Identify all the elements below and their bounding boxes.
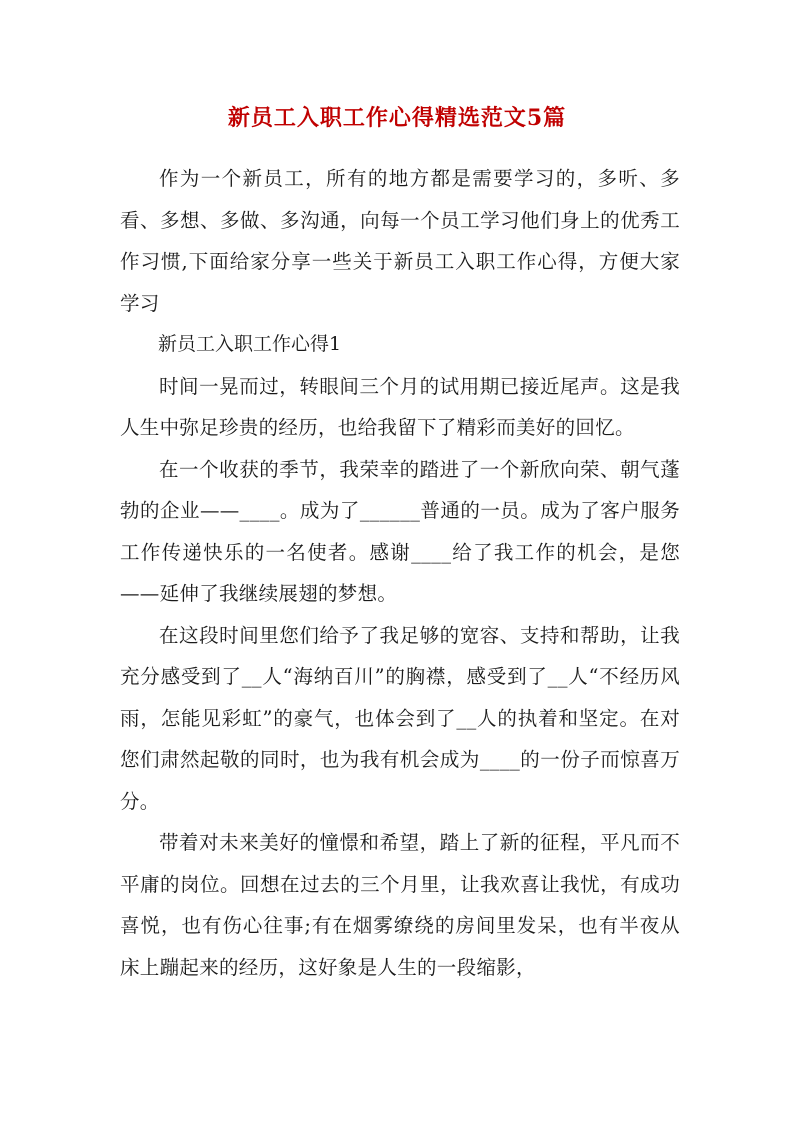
section-heading: 新员工入职工作心得1 — [158, 333, 342, 355]
body-paragraph-2: 在一个收获的季节，我荣幸的踏进了一个新欣向荣、朝气蓬勃的企业——____。成为了______普通的一员。成为了客户服务工作传递快乐的一名使者。感谢____给了我工作的机会，是您——延伸了我继续展翅的梦想。 — [120, 457, 680, 605]
body-paragraph-1: 时间一晃而过，转眼间三个月的试用期已接近尾声。这是我人生中弥足珍贵的经历，也给我留下了精彩而美好的回忆。 — [120, 374, 680, 439]
intro-paragraph: 作为一个新员工，所有的地方都是需要学习的，多听、多看、多想、多做、多沟通，向每一个员工学习他们身上的优秀工作习惯,下面给家分享一些关于新员工入职工作心得，方便大家学习 — [120, 167, 680, 315]
body-paragraph-3: 在这段时间里您们给予了我足够的宽容、支持和帮助，让我充分感受到了__人“海纳百川”的胸襟，感受到了__人“不经历风雨，怎能见彩虹”的豪气，也体会到了__人的执着和坚定。在对您们肃然起敬的同时，也为我有机会成为____的一份子而惊喜万分。 — [120, 623, 680, 813]
document-body — [120, 158, 680, 988]
document-title: 新员工入职工作心得精选范文5篇 — [227, 105, 567, 131]
body-paragraph-4: 带着对未来美好的憧憬和希望，踏上了新的征程，平凡而不平庸的岗位。回想在过去的三个月里，让我欢喜让我忧，有成功喜悦，也有伤心往事;有在烟雾缭绕的房间里发呆，也有半夜从床上蹦起来的经历，这好象是人生的一段缩影， — [120, 831, 680, 979]
